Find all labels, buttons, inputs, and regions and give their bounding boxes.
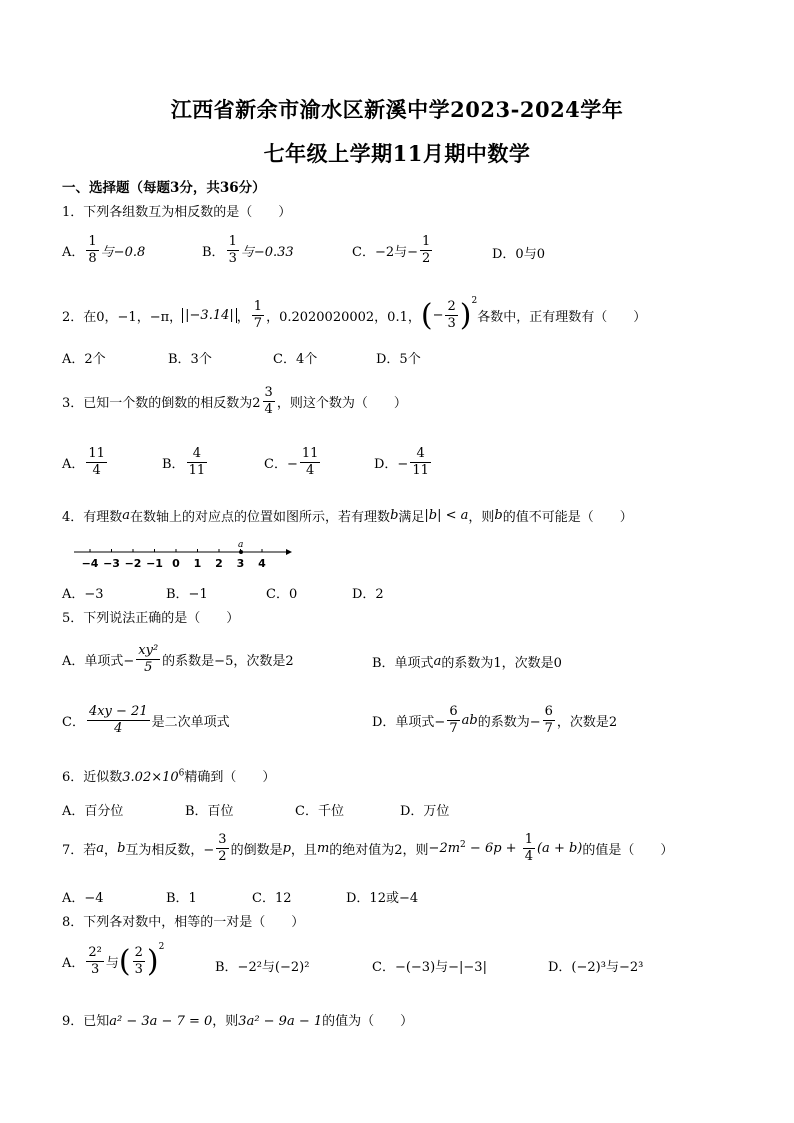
- q6-stem: 6．近似数$3.02\times 10^6$精确到（ ）: [62, 768, 276, 785]
- q2-option-b: B．3个: [168, 352, 212, 367]
- axis-tick-label: −4: [81, 557, 99, 570]
- q3-option-c: C．− $\frac{11}{4}$: [264, 446, 319, 478]
- fraction: $\frac{1}{4}$: [524, 832, 533, 864]
- q1-stem: 1．下列各组数互为相反数的是（ ）: [62, 205, 292, 220]
- q4-option-b: B．−1: [166, 587, 208, 602]
- fraction: $\frac{1}{7}$: [253, 299, 263, 331]
- q3-option-b: B． $\frac{4}{11}$: [162, 446, 206, 478]
- q8-option-c: C．−(−3)与−|−3|: [372, 960, 487, 975]
- q7-option-c: C．12: [252, 891, 292, 906]
- fraction: $\frac{2}{3}$: [134, 945, 143, 977]
- q1-option-b: B． $\frac{1}{3}$ 与−0.33: [202, 234, 294, 266]
- fraction: $\frac{1}{3}$: [228, 234, 237, 266]
- fraction: $\frac{4xy - 21}{4}$: [88, 704, 148, 736]
- fraction: $\frac{\text{xy²}}{5}$: [138, 643, 159, 675]
- q1-option-c: C． −2与− $\frac{1}{2}$: [352, 234, 431, 266]
- q5-option-b: B．单项式 a 的系数为1，次数是0: [372, 654, 562, 671]
- q6-option-d: D．万位: [400, 804, 450, 819]
- fraction: $\frac{4}{11}$: [412, 446, 429, 478]
- q5-option-d: D．单项式− $\frac{6}{7}$ ab 的系数为− $\frac{6}{7}$ ，次数是2: [372, 704, 618, 736]
- axis-tick-label: 3: [236, 557, 245, 570]
- section-heading: 一、选择题（每题3分，共36分）: [62, 180, 266, 196]
- fraction: $\frac{11}{4}$: [88, 446, 105, 478]
- q4-option-a: A．−3: [62, 587, 104, 602]
- axis-tick-label: 2: [215, 557, 223, 570]
- q9-stem: 9．已知a² − 3a − 7 = 0，则3a² − 9a − 1的值为（ ）: [62, 1014, 414, 1029]
- axis-tick-label: 1: [193, 557, 202, 570]
- fraction: $\frac{11}{4}$: [301, 446, 319, 478]
- axis-tick-label: 0: [172, 557, 180, 570]
- q3-stem: 3．已知一个数的倒数的相反数为2 $\frac{3}{4}$ ，则这个数为（ ）: [62, 385, 407, 417]
- q5-stem: 5．下列说法正确的是（ ）: [62, 611, 240, 626]
- q7-option-b: B．1: [166, 891, 197, 906]
- fraction: $\frac{4}{11}$: [188, 446, 206, 478]
- doc-title-line2: 七年级上学期11月期中数学: [263, 141, 531, 166]
- q5-option-a: A．单项式− $\frac{\text{xy²}}{5}$ 的系数是−5，次数是2: [62, 643, 294, 675]
- point-a-label: a: [238, 540, 244, 550]
- q7-option-d: D．12或−4: [346, 891, 419, 906]
- q2-stem: 2．在0，−1，−π， |−3.14| ， $\frac{1}{7}$ ，0.2020020002，0.1， ( − $\frac{2}{3}$ ) $^2$ 各数中，正有理数有（ ）: [62, 296, 647, 333]
- fraction: $\frac{2}{3}$: [447, 299, 456, 331]
- fraction: $\frac{6}{7}$: [449, 704, 458, 736]
- q4-option-c: C．0: [266, 587, 298, 602]
- q8-stem: 8．下列各对数中，相等的一对是（ ）: [62, 915, 305, 930]
- q6-option-c: C．千位: [295, 804, 344, 819]
- point-a: [239, 550, 243, 554]
- q4-stem: 4．有理数 a 在数轴上的对应点的位置如图所示，若有理数 b 满足 |b| < a ，则 b 的值不可能是（ ）: [62, 508, 633, 525]
- q3-option-a: A． $\frac{11}{4}$: [62, 446, 105, 478]
- q6-option-b: B．百位: [185, 804, 234, 819]
- q8-option-b: B．−2²与(−2)²: [215, 960, 310, 975]
- fraction: $\frac{3}{2}$: [218, 832, 227, 864]
- fraction: $\frac{3}{4}$: [264, 385, 273, 417]
- q7-option-a: A．−4: [62, 891, 104, 906]
- q2-option-d: D．5个: [376, 352, 421, 367]
- abs-value: |−3.14|: [182, 308, 237, 323]
- doc-title-line1: 江西省新余市渝水区新溪中学2023-2024学年: [170, 97, 624, 122]
- q1-option-a: A． $\frac{1}{8}$ 与−0.8: [62, 234, 146, 266]
- arrow-icon: [286, 549, 292, 555]
- q4-option-d: D．2: [352, 587, 384, 602]
- q7-stem: 7．若 a ， b 互为相反数，− $\frac{3}{2}$ 的倒数是 p ，且 m 的绝对值为2，则 −2m $^2$ − 6p + $\frac{1}{4}$ (a + b) 的值是（ ）: [62, 832, 674, 864]
- fraction: $\frac{1}{2}$: [422, 234, 431, 266]
- q2-option-a: A．2个: [62, 352, 106, 367]
- axis-tick-label: 4: [258, 557, 266, 570]
- q5-option-c: C． $\frac{4xy - 21}{4}$ 是二次单项式: [62, 704, 230, 736]
- fraction: $\frac{\text{2²}}{3}$: [88, 945, 102, 977]
- q1-option-d: D．0与0: [492, 247, 545, 262]
- fraction: $\frac{6}{7}$: [544, 704, 553, 736]
- axis-tick-label: −2: [124, 557, 142, 570]
- number-line-figure: [70, 538, 300, 572]
- q8-option-d: D．(−2)³与−2³: [548, 960, 644, 975]
- fraction: $\frac{1}{8}$: [88, 234, 97, 266]
- q3-option-d: D．− $\frac{4}{11}$: [374, 446, 429, 478]
- axis-tick-label: −1: [146, 557, 163, 570]
- q6-option-a: A．百分位: [62, 804, 124, 819]
- q8-option-a: A． $\frac{\text{2²}}{3}$ 与 ( $\frac{2}{3}$ ) $^2$: [62, 942, 165, 979]
- q2-option-c: C．4个: [273, 352, 318, 367]
- axis-tick-label: −3: [103, 557, 120, 570]
